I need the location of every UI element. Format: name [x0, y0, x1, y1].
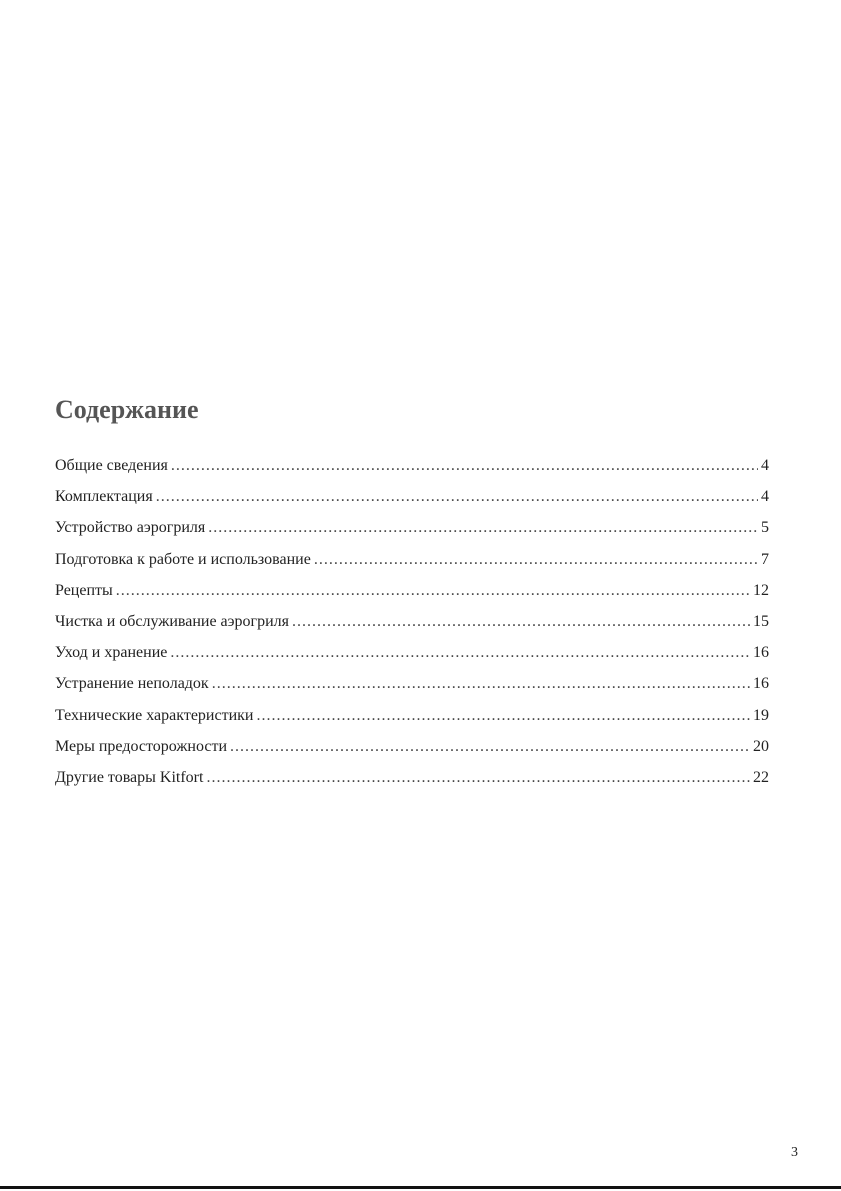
page-number: 3: [791, 1145, 798, 1160]
toc-list: [55, 454, 769, 797]
toc-dot-leader: [170, 641, 750, 665]
toc-entry-page: 7: [761, 550, 769, 568]
toc-entry-text: Комплектация: [55, 488, 153, 506]
toc-title: Содержание: [55, 395, 199, 424]
toc-entry-troubleshooting[interactable]: [55, 672, 769, 703]
toc-entry-text: Технические характеристики: [55, 706, 254, 724]
toc-entry-page: 4: [761, 488, 769, 506]
toc-entry-general-info[interactable]: [55, 454, 769, 485]
toc-entry-text: Чистка и обслуживание аэрогриля: [55, 612, 289, 630]
toc-entry-care-storage[interactable]: [55, 641, 769, 672]
toc-entry-page: 20: [753, 737, 769, 755]
toc-entry-text: Уход и хранение: [55, 644, 168, 662]
toc-entry-cleaning[interactable]: [55, 610, 769, 641]
toc-entry-device[interactable]: [55, 516, 769, 547]
toc-dot-leader: [292, 610, 750, 634]
toc-entry-recipes[interactable]: [55, 579, 769, 610]
toc-dot-leader: [156, 485, 758, 509]
toc-entry-text: Общие сведения: [55, 457, 168, 474]
toc-dot-leader: [206, 766, 750, 790]
toc-entry-precautions[interactable]: [55, 735, 769, 766]
toc-entry-preparation[interactable]: [55, 548, 769, 579]
toc-entry-page: 16: [753, 675, 769, 693]
toc-entry-text: Подготовка к работе и использование: [55, 550, 311, 568]
toc-entry-other-products[interactable]: [55, 766, 769, 797]
toc-entry-page: 15: [753, 612, 769, 630]
toc-entry-text: Рецепты: [55, 581, 113, 599]
toc-entry-text: Устранение неполадок: [55, 675, 209, 693]
toc-dot-leader: [171, 454, 758, 478]
toc-entry-page: 5: [761, 519, 769, 537]
toc-dot-leader: [208, 516, 758, 540]
toc-dot-leader: [256, 704, 750, 728]
toc-dot-leader: [314, 548, 758, 572]
toc-entry-text: Меры предосторожности: [55, 737, 228, 755]
toc-dot-leader: [116, 579, 750, 603]
toc-entry-contents[interactable]: [55, 485, 769, 516]
toc-dot-leader: [212, 672, 750, 696]
toc-entry-specifications[interactable]: [55, 704, 769, 735]
toc-entry-page: 16: [753, 644, 769, 662]
toc-entry-page: 12: [753, 581, 769, 599]
toc-entry-page: 22: [753, 768, 769, 786]
bottom-rule: [0, 1186, 841, 1189]
toc-entry-page: 19: [753, 706, 769, 724]
toc-dot-leader: [230, 735, 750, 759]
toc-entry-text: Другие товары Kitfort: [55, 768, 204, 786]
toc-entry-page: 4: [761, 457, 769, 474]
toc-entry-text: Устройство аэрогриля: [55, 519, 206, 537]
